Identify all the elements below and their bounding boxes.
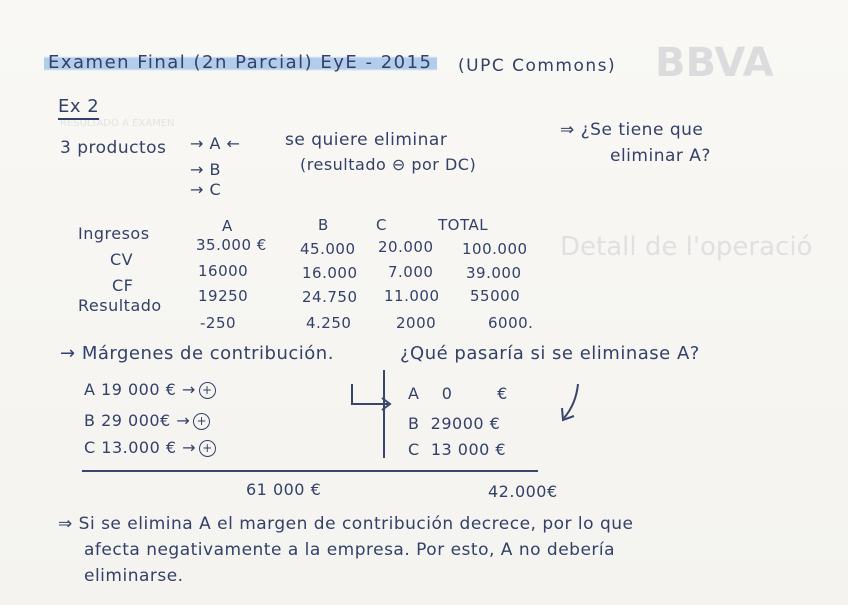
margin-left-b: B 29 000€ → + (84, 411, 210, 430)
show-through-heading: Detall de l'operació (560, 232, 813, 262)
margin-right-b-value: 29000 € (430, 414, 501, 433)
row-label-ingresos: Ingresos (78, 224, 150, 243)
cell-resultado-b: 4.250 (306, 314, 352, 332)
note-remove: se quiere eliminar (285, 130, 448, 150)
question-arrow: ⇒ ¿Se tiene que (560, 120, 704, 140)
cell-resultado-total: 6000. (488, 314, 534, 332)
cell-ingresos-total: 100.000 (462, 240, 528, 258)
cell-cv-b: 16.000 (302, 264, 358, 282)
total-left: 61 000 € (246, 480, 322, 499)
product-c-arrow: → C (190, 180, 222, 199)
product-c: C (209, 180, 222, 199)
margins-question: ¿Qué pasaría si se eliminase A? (400, 343, 700, 364)
product-a: A (209, 134, 221, 153)
margin-right-c-value: 13 000 € (430, 440, 507, 459)
cell-cf-c: 11.000 (384, 287, 440, 305)
margins-heading-text: Márgenes de contribución. (81, 343, 334, 364)
cell-ingresos-b: 45.000 (300, 240, 356, 258)
question-line-2: eliminar A? (610, 146, 711, 166)
plus-sign: + (199, 440, 216, 457)
margin-left-a: A 19 000 € → + (84, 380, 216, 399)
product-a-arrow: → A ← (190, 134, 241, 153)
margin-right-a-product: A (408, 384, 420, 403)
table-header-c: C (376, 216, 387, 234)
cell-resultado-c: 2000 (396, 314, 437, 332)
show-through-logo: BBVA (655, 40, 774, 86)
conclusion-line-1: ⇒ Si se elimina A el margen de contribución decrece, por lo que (58, 514, 634, 534)
cell-cf-a: 19250 (198, 287, 249, 305)
exam-title: Examen Final (2n Parcial) EyE - 2015 (44, 52, 437, 73)
margin-left-a-text: A 19 000 € (84, 380, 177, 399)
product-b: B (209, 160, 221, 179)
conclusion-line-2: afecta negativamente a la empresa. Por esto, A no debería (84, 540, 616, 560)
cell-cf-b: 24.750 (302, 288, 358, 306)
table-header-b: B (318, 216, 329, 234)
row-label-cf: CF (112, 276, 134, 295)
product-b-arrow: → B (190, 160, 221, 179)
margin-right-c-product: C (408, 440, 420, 459)
margin-left-b-text: B 29 000€ (84, 411, 171, 430)
margin-right-a-value: 0 (441, 384, 453, 403)
row-label-resultado: Resultado (78, 296, 162, 315)
cell-ingresos-a: 35.000 € (196, 236, 267, 254)
exam-source: (UPC Commons) (458, 56, 617, 76)
plus-sign: + (199, 382, 216, 399)
question-line-1: ¿Se tiene que (580, 120, 704, 140)
exercise-label: Ex 2 (58, 96, 99, 120)
cell-resultado-a: -250 (200, 314, 237, 332)
plus-sign: + (193, 413, 210, 430)
margin-left-c-text: C 13.000 € (84, 438, 177, 457)
cell-ingresos-c: 20.000 (378, 238, 434, 256)
total-right: 42.000€ (488, 482, 558, 501)
margin-right-b-product: B (408, 414, 420, 433)
conclusion-line-3: eliminarse. (84, 566, 184, 586)
margin-left-c: C 13.000 € → + (84, 438, 216, 457)
row-label-cv: CV (110, 250, 134, 269)
table-header-a: A (222, 217, 233, 235)
margins-heading: → Márgenes de contribución. (60, 343, 334, 364)
cell-cv-total: 39.000 (466, 264, 522, 282)
cell-cf-total: 55000 (470, 287, 521, 305)
show-through-line: RESULTADO A EXAMEN (60, 118, 175, 129)
cell-cv-a: 16000 (198, 262, 249, 280)
note-result: (resultado ⊖ por DC) (300, 155, 477, 174)
table-header-total: TOTAL (438, 216, 489, 234)
cell-cv-c: 7.000 (388, 263, 434, 281)
margin-right-a-unit: € (497, 384, 508, 403)
products-label: 3 productos (60, 138, 167, 158)
conclusion-text-1: Si se elimina A el margen de contribución decrece, por lo que (78, 514, 634, 534)
